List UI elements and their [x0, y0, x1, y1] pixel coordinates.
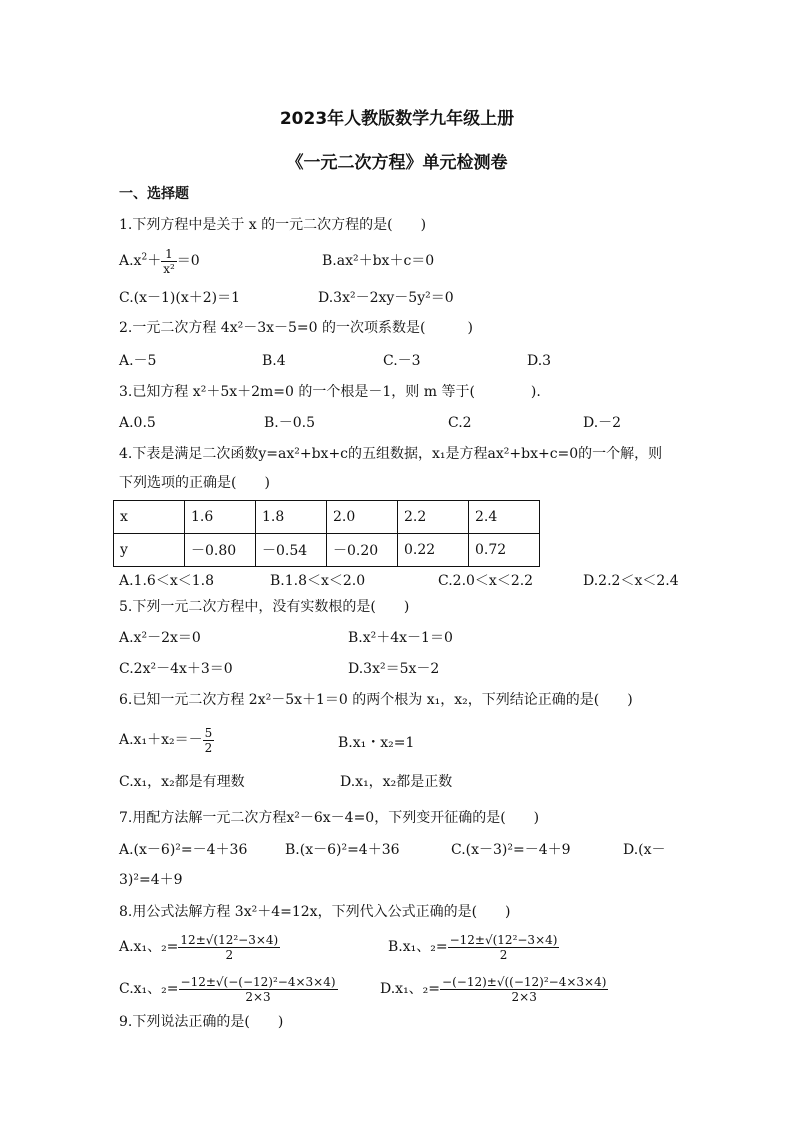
- question-3-stem: 3.已知方程 x²＋5x＋2m=0 的一个根是－1，则 m 等于( ).: [119, 384, 541, 400]
- table-cell: 2.4: [469, 501, 540, 534]
- q6-option-d: D.x₁，x₂都是正数: [340, 774, 453, 790]
- q4-data-table: [113, 500, 540, 567]
- q4-option-a: A.1.6＜x＜1.8: [119, 573, 214, 589]
- question-4-stem-line1: 4.下表是满足二次函数y=ax²+bx+c的五组数据，x₁是方程ax²+bx+c=0的一个解，则: [119, 446, 663, 462]
- q5-option-a: A.x²－2x＝0: [119, 630, 201, 646]
- q8-option-c-label: C.x₁、₂=: [119, 981, 179, 997]
- q1-option-d: D.3x²－2xy－5y²＝0: [318, 290, 454, 306]
- q8-option-b-numerator: −12±√(12²−3×4): [449, 932, 558, 947]
- q6-fraction-denominator: 2: [204, 740, 213, 755]
- q5-option-d: D.3x²＝5x－2: [348, 661, 440, 677]
- question-2-stem: 2.一元二次方程 4x²－3x－5=0 的一次项系数是( ): [119, 320, 473, 336]
- q8-option-b-fraction: [448, 933, 560, 962]
- q8-option-c: [119, 972, 338, 1006]
- q8-option-d: [380, 972, 608, 1006]
- q7-option-a: A.(x－6)²=－4＋36: [119, 842, 248, 858]
- q3-option-d: D.－2: [583, 415, 622, 431]
- q4-option-b: B.1.8＜x＜2.0: [270, 573, 366, 589]
- question-6-stem: 6.已知一元二次方程 2x²－5x＋1＝0 的两个根为 x₁，x₂，下列结论正确的是( ): [119, 692, 633, 708]
- q8-option-c-fraction: [179, 975, 338, 1004]
- q8-option-d-numerator: −(−12)±√((−12)²−4×3×4): [442, 974, 607, 989]
- question-8-stem: 8.用公式法解方程 3x²＋4=12x，下列代入公式正确的是( ): [119, 904, 511, 920]
- question-1-stem: 1.下列方程中是关于 x 的一元二次方程的是( ): [119, 217, 427, 233]
- q1-fraction-denominator: x²: [163, 261, 175, 276]
- question-4-stem-line2: 下列选项的正确是( ): [119, 475, 270, 491]
- q8-option-c-numerator: −12±√(−(−12)²−4×3×4): [180, 974, 336, 989]
- q3-option-b: B.－0.5: [264, 415, 316, 431]
- table-cell: y: [114, 534, 185, 567]
- table-cell: 0.72: [469, 534, 540, 567]
- q8-option-a-label: A.x₁、₂=: [119, 939, 179, 955]
- table-cell: 0.22: [398, 534, 469, 567]
- q8-option-b-label: B.x₁、₂=: [388, 939, 448, 955]
- q7-option-d-line2: 3)²=4＋9: [119, 872, 183, 888]
- q8-option-b-denominator: 2: [499, 947, 508, 962]
- question-9-stem: 9.下列说法正确的是( ): [119, 1014, 284, 1030]
- table-cell: －0.54: [256, 534, 327, 567]
- question-7-stem: 7.用配方法解一元二次方程x²－6x－4=0，下列变开征确的是( ): [119, 810, 540, 826]
- table-cell: －0.20: [327, 534, 398, 567]
- q7-option-d-line1: D.(x－: [623, 842, 666, 858]
- q1-option-a-plus: ＋: [147, 253, 162, 269]
- q2-option-d: D.3: [527, 353, 552, 369]
- q1-option-a-suffix: ＝0: [176, 253, 200, 269]
- q6-fraction: [203, 726, 215, 755]
- table-cell: 2.0: [327, 501, 398, 534]
- q4-option-d: D.2.2＜x＜2.4: [583, 573, 679, 589]
- q8-option-b: [388, 930, 559, 964]
- document-subtitle: 《一元二次方程》单元检测卷: [286, 153, 508, 173]
- section-heading: 一、选择题: [119, 186, 189, 202]
- table-cell: 1.6: [185, 501, 256, 534]
- table-cell: x: [114, 501, 185, 534]
- q5-option-b: B.x²＋4x－1＝0: [348, 630, 453, 646]
- document-title: 2023年人教版数学九年级上册: [279, 109, 515, 129]
- q3-option-a: A.0.5: [119, 415, 156, 431]
- q8-option-d-label: D.x₁、₂=: [380, 981, 441, 997]
- table-cell: 1.8: [256, 501, 327, 534]
- q1-option-c: C.(x－1)(x＋2)＝1: [119, 290, 241, 306]
- table-row-y: [114, 534, 540, 567]
- q8-option-c-denominator: 2×3: [245, 989, 271, 1004]
- q6-option-c: C.x₁，x₂都是有理数: [119, 774, 245, 790]
- question-5-stem: 5.下列一元二次方程中，没有实数根的是( ): [119, 599, 410, 615]
- table-cell: 2.2: [398, 501, 469, 534]
- q7-option-c: C.(x－3)²=－4＋9: [451, 842, 571, 858]
- q8-option-d-fraction: [440, 975, 608, 1004]
- q2-option-a: A.－5: [119, 353, 157, 369]
- q2-option-c: C.－3: [383, 353, 421, 369]
- q8-option-a-numerator: 12±√(12²−3×4): [180, 932, 279, 947]
- q6-option-a-prefix: A.x₁＋x₂＝－: [119, 732, 203, 748]
- q8-option-a: [119, 930, 280, 964]
- q3-option-c: C.2: [448, 415, 472, 431]
- table-cell: －0.80: [185, 534, 256, 567]
- q1-option-b: B.ax²＋bx＋c＝0: [322, 253, 435, 269]
- q2-option-b: B.4: [262, 353, 286, 369]
- q6-fraction-numerator: 5: [204, 725, 213, 740]
- q8-option-a-fraction: [178, 933, 280, 962]
- q4-option-c: C.2.0＜x＜2.2: [438, 573, 534, 589]
- q1-option-a-prefix: A.x: [119, 253, 142, 269]
- q1-fraction: [161, 247, 177, 276]
- q1-option-a: $A.x^2+$ $\frac{1}{\text{x²}}$ ＝0: [119, 246, 200, 276]
- q5-option-c: C.2x²－4x＋3＝0: [119, 661, 233, 677]
- q1-fraction-numerator: 1: [161, 247, 177, 262]
- q6-option-b: B.x₁・x₂=1: [338, 735, 415, 751]
- q8-option-d-denominator: 2×3: [511, 989, 537, 1004]
- q7-option-b: B.(x－6)²=4＋36: [285, 842, 400, 858]
- table-row-x: [114, 501, 540, 534]
- q6-option-a: [119, 722, 214, 758]
- q8-option-a-denominator: 2: [225, 947, 234, 962]
